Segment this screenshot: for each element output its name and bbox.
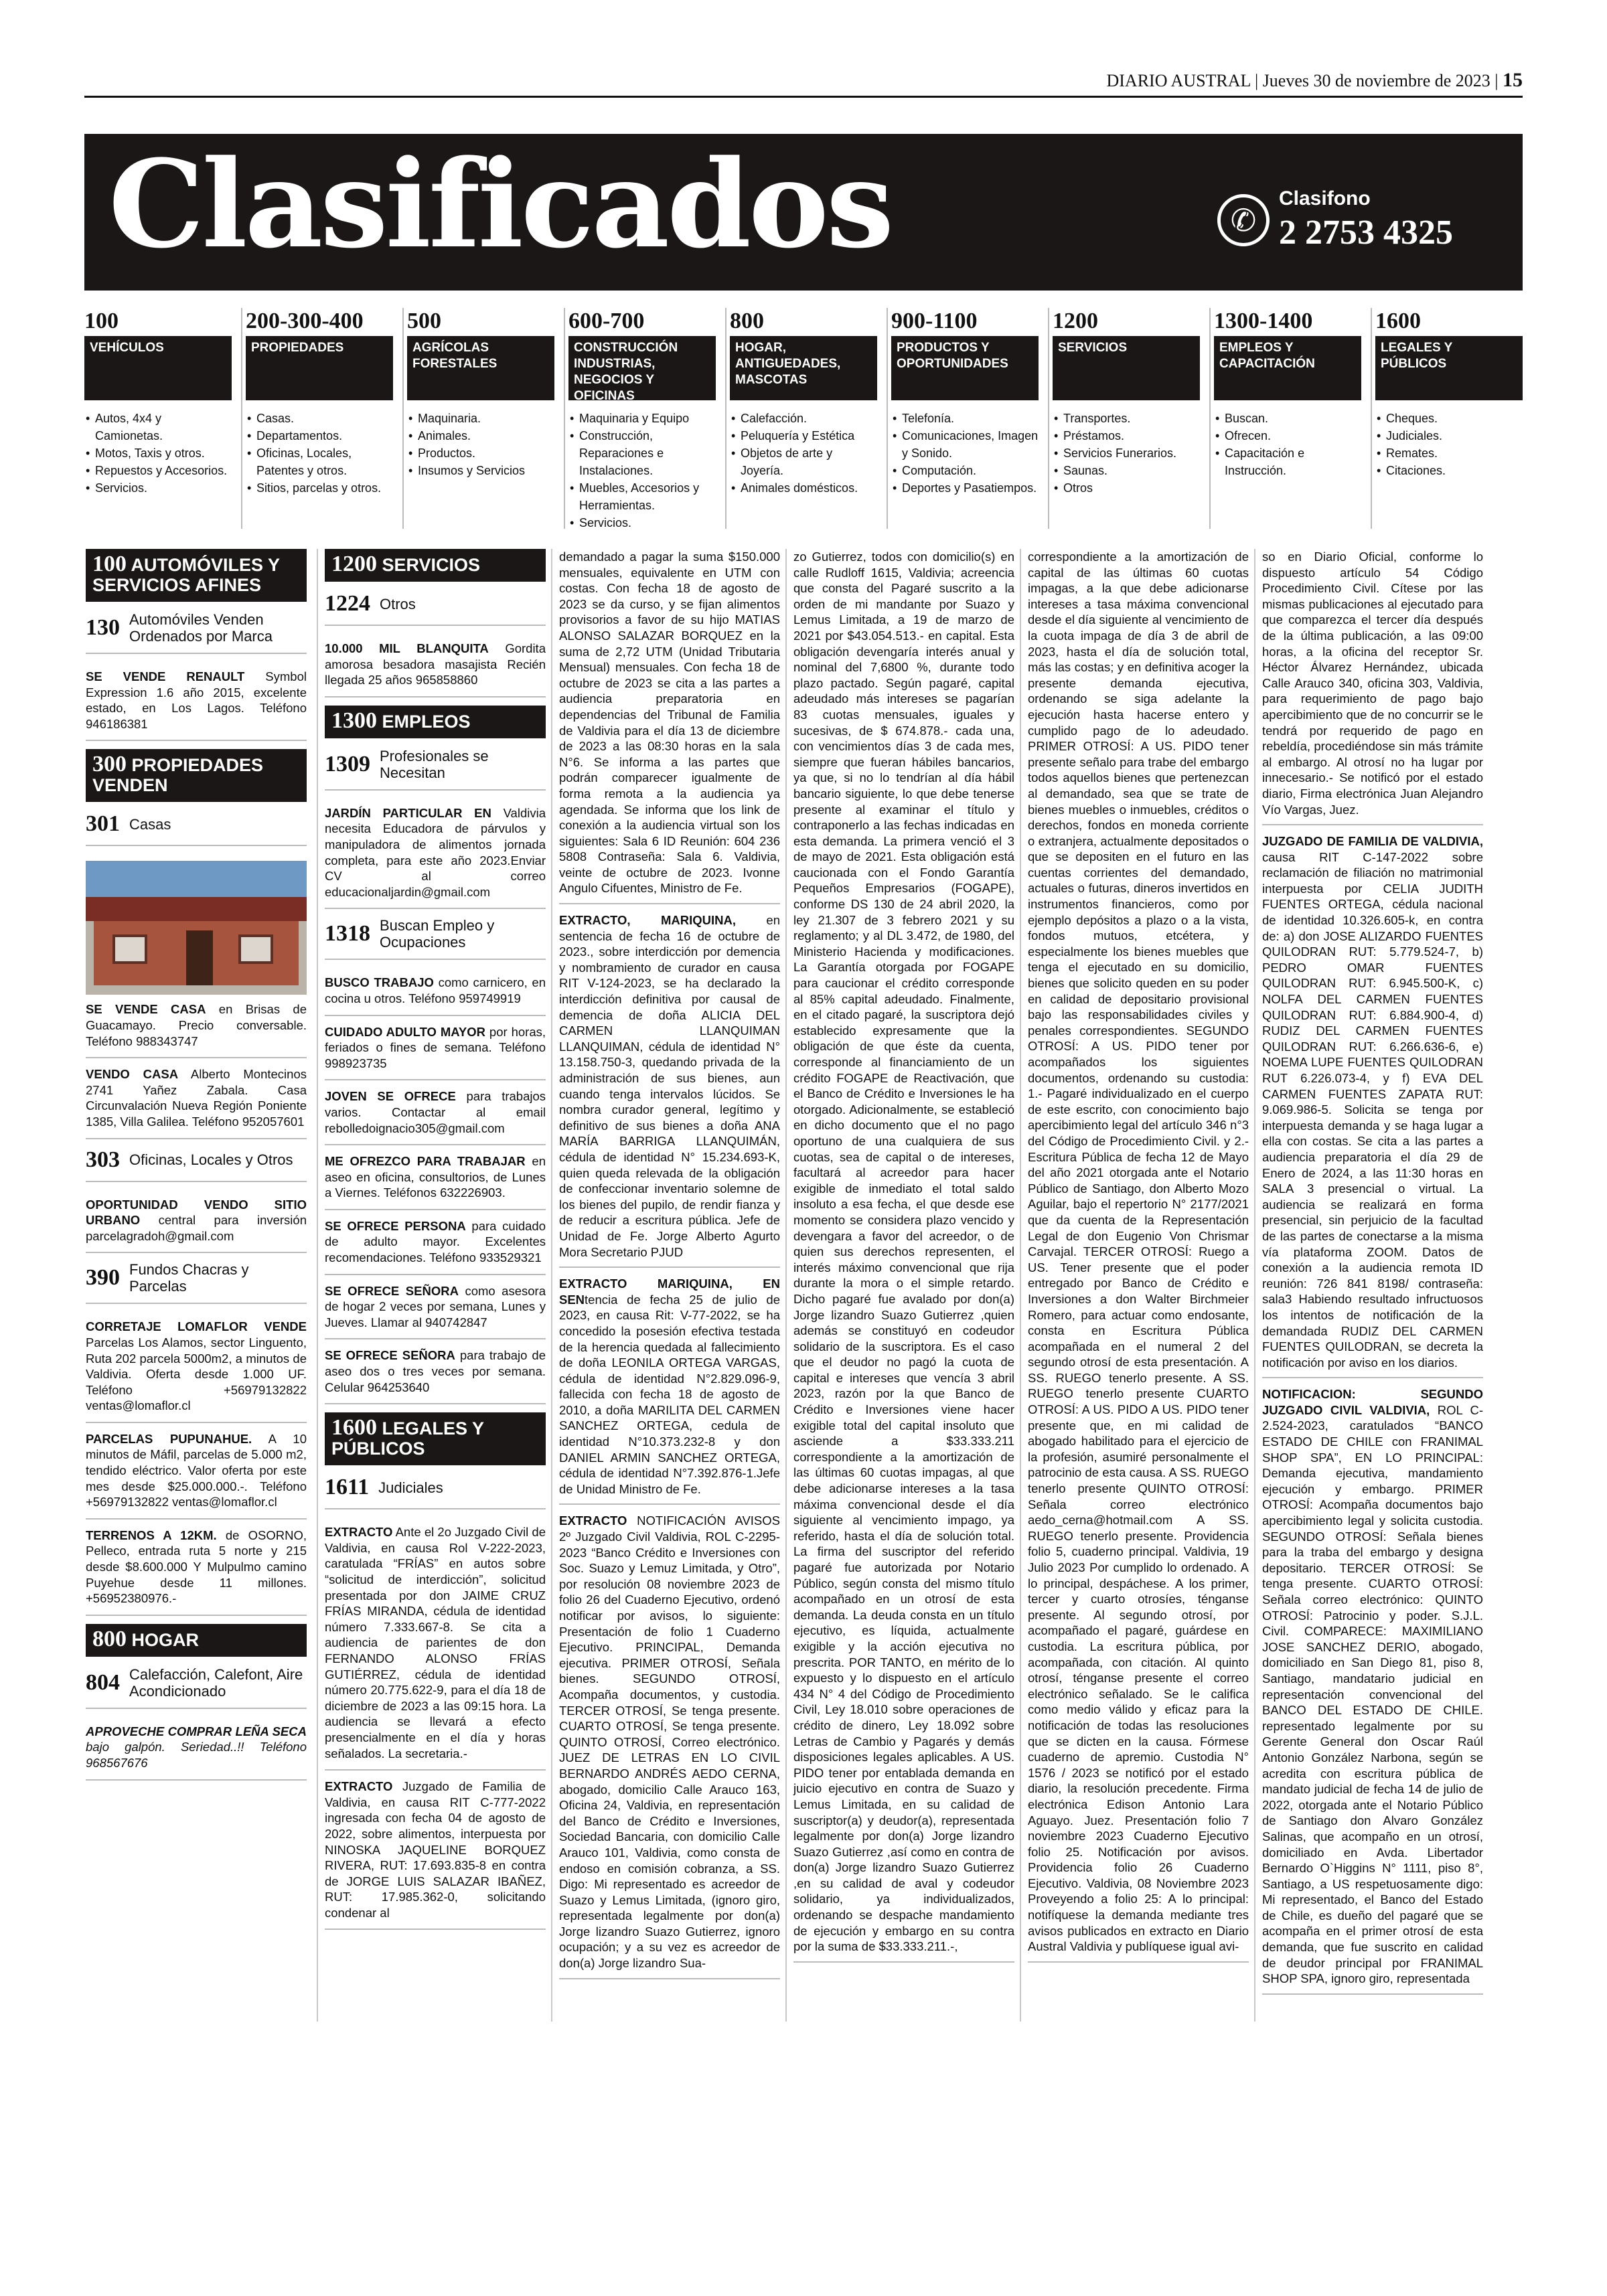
clasifono — [1230, 187, 1453, 252]
category-item: • Citaciones. — [1375, 462, 1523, 479]
category-propiedades — [246, 308, 393, 529]
subsection-code: 1611 — [325, 1475, 370, 1500]
classified-ad — [86, 1001, 307, 1058]
classified-ad — [325, 1024, 546, 1081]
subsection-code: 130 — [86, 615, 120, 640]
notice-text: NOTIFICACIÓN AVISOS 2º Juzgado Civil Valdivia, ROL C-2295-2023 “Banco Crédito e Inversiones con Soc. Suazo y Lemuz Limitada, y Otro”, por resolución 08 noviembre 2023 de folio 26 del Cuaderno Ejecutivo, ordenó notificar por avisos, lo siguiente: Presentación de folio 1 Cuaderno Ejecutivo. PRINCIPAL, Demanda ejecutiva. PRIMER OTROSÍ, Señala bienes. SEGUNDO OTROSÍ, Acompaña documentos, y custodia. TERCER OTROSÍ, Se tenga presente. CUARTO OTROSÍ, Se tenga presente. QUINTO OTROSÍ, Correo electrónico. JUEZ DE LETRAS EN LO CIVIL BERNARDO ANDRÉS AEDO CERNA, abogado, domicilio Calle Arauco 163, Oficina 24, Valdivia, en representación del Banco de Crédito e Inversiones, Sociedad Bancaria, con domicilio Calle Arauco 101, Valdivia, como consta de endoso en comisión cobranza, a SS. Digo: Mi representado es acreedor de Suazo y Lemus Limitada, (ignoro giro, representada legalmente por don(a) Jorge lizandro Suazo Gutierrez, ignoro ocupación; y a su vez es acreedor de don(a) Jorge lizandro Sua- — [559, 1513, 780, 1971]
category-construccion — [568, 308, 716, 529]
ad-text: Valdivia necesita Educadora de párvulos y manipuladora de alimentos jornada completa, para este año 2023.Enviar CV al correo educacionaljardin@gmail.com — [325, 805, 546, 899]
legal-notice: correspondiente a la amortización de capital de las últimas 60 cuotas impagas, a la que debe adicionarse intereses a tasa máxima convencional desde el día siguiente al vencimiento de la cuota impaga de día 3 de abril de 2023, hasta el día de solución total, más las costas; y en definitiva acoger la presente demanda ejecutiva, ordenando se siga adelante la ejecución hasta hacerse entero y cumplido pago de lo adeudado. PRIMER OTROSÍ: A US. PIDO tener presente señalo para trabe del embargo todos aquellos bienes que pertenezcan al demandado, sea que se trate de bienes muebles o inmuebles, créditos o derechos, fondos en moneda corriente o extranjera, actualmente depositados o que se depositen en el futuro en las cuentas corrientes del demandado, actuales o futuras, dineros invertidos en instrumentos financieros, como por ejemplo depósitos a plazo o a la vista, fondos mutuos, etcétera, y especialmente los bienes muebles que tenga el ejecutado en su domicilio, bienes que solicito queden en su poder en calidad de depositario provisional bajo las responsabilidades civiles y penales correspondientes. SEGUNDO OTROSÍ: A US. PIDO tener por acompañados los siguientes documentos, ordenando su custodia: 1.- Pagaré individualizado en el cuerpo de este escrito, con conocimiento bajo apercibimiento legal del artículo 346 n°3 del Código de Procedimiento Civil. y 2.- Escritura Pública de fecha 12 de Mayo del año 2021 otorgada ante el Notario Público de Santiago, don Alberto Mozo Aguilar, bajo el repertorio N° 2177/2021 que da cuenta de la Representación Legal de don Eugenio Von Chrismar Carvajal. TERCER OTROSÍ: Ruego a US. Tener presente que el poder entregado por Banco de Crédito e Inversiones a don Walter Birchmeier Romero, para actuar como endosante, consta en Escritura Pública acompañada en el numeral 2 del segundo otrosí de esta presentación. A SS. RUEGO tenerlo presente. A SS. RUEGO tenerlo presente CUARTO OTROSÍ: A US. PIDO A US. PIDO tener presente que, en mi calidad de abogado habilitado para el ejercicio de la profesión, asumiré personalmente el patrocinio de esta causa. A SS. RUEGO tenerlo presente QUINTO OTROSÍ: Señala correo electrónico aedo_cerna@hotmail.com A SS. RUEGO tenerlo presente. Providencia folio 5, cuaderno principal. Valdivia, 19 Julio 2023 Por cumplido lo ordenado. A lo principal, despáchese. A los primer, tercer y cuarto otrosíes, ténganse presente. Al segundo otrosí, por acompañado el pagaré, guárdese en custodia. La escritura pública, por acompañada, con citación. Al quinto otrosí, ténganse presente el correo electrónico señalado. Se le califica como medio válido y eficaz para la notificación de todas las resoluciones que se dicten en la causa. Fórmese cuaderno de apremio. Custodia N° 1576 / 2023 se notificó por el estado diario, la resolución precedente. Firma electrónica Edison Antonio Lara Aguayo. Juez. Presentación folio 7 noviembre 2023 Cuaderno Ejecutivo folio 25. Notificación por avisos. Providencia folio 26 Cuaderno Ejecutivo. Valdivia, 08 Noviembre 2023 Proveyendo a folio 25: A lo principal: notifíquese la demanda mediante tres avisos publicados en extracto en Diario Austral Valdivia y publíquese igual avi- — [1028, 549, 1249, 1963]
ad-lead: OPORTUNIDAD VENDO SITIO URBANO — [86, 1197, 307, 1228]
category-vehiculos — [84, 308, 232, 529]
ad-lead: SE OFRECE SEÑORA — [325, 1283, 459, 1298]
ad-text: Juzgado de Familia de Valdivia, en causa RIT C-777-2022 ingresada con fecha 04 de agosto de 2022, sobre alimentos, interpuesta por NINOSKA JAQUELINE BORQUEZ RIVERA, RUT: 17.693.835-8 en contra de JORGE LUIS SALAZAR IBAÑEZ, RUT: 17.985.362-0, solicitando condenar al — [325, 1779, 546, 1920]
category-code: 900-1100 — [891, 309, 978, 333]
ad-text: A 10 minutos de Máfil, parcelas de 5.000 m2, tendido eléctrico. Valor oferta por este mes desde $25.000.000.-. Teléfono +56979132822 ventas@lomaflor.cl — [86, 1431, 307, 1509]
notice-text: en sentencia de fecha 16 de octubre de 2023., sobre interdicción por demencia y nombramiento de curador en causa RIT V-124-2023, se ha declarado la interdicción definitiva por causal de demencia de doña ALICIA DEL CARMEN LLANQUIMAN LLANQUIMAN, cédula de identidad N° 13.158.750-3, quedando privada de la administración de sus bienes, aun cuando tenga intervalos lúcidos. Se nombra curador general, legítimo y definitivo de sus bienes a doña ANA MARÍA BARRIGA LLANQUIMÁN, cédula de identidad N° 15.234.693-K, quien queda relevada de la obligación de confeccionar inventario solemne de los bienes del pupilo, de rendir fianza y de reducir a escritura pública. Jefe de Unidad de Fe. Jorge Alberto Agurto Mora Secretario PJUD — [559, 913, 780, 1259]
classified-ad — [86, 669, 307, 741]
category-item: • Motos, Taxis y otros. — [84, 444, 232, 462]
legal-notice — [559, 1276, 780, 1505]
header-meta: DIARIO AUSTRAL | Jueves 30 de noviembre de 2023 | 15 — [1106, 69, 1523, 91]
category-item: • Capacitación e Instrucción. — [1214, 444, 1361, 479]
legal-notice — [1262, 1386, 1483, 1995]
legal-notice — [559, 1513, 780, 1979]
ad-lead: CUIDADO ADULTO MAYOR — [325, 1024, 486, 1039]
ad-lead: CORRETAJE LOMAFLOR VENDE — [86, 1319, 307, 1334]
notice-lead: EXTRACTO — [559, 1513, 627, 1528]
legal-notice: demandado a pagar la suma $150.000 mensuales, equivalente en UTM con costas. Con fecha 18 de agosto de 2023 se da curso, y se fijan alimentos provisorios a favor de su hijo MATIAS ALONSO SALAZAR BORQUEZ en la suma de 2,72 UTM (Unidad Tributaria Mensual) mensuales. Con fecha 18 de octubre de 2023 se cita a las partes a audiencia preparatoria en dependencias del Tribunal de Familia de Valdivia para el día 13 de diciembre de 2023 a las 08:30 horas en la sala N°6. Se informa a las partes que podrán comparecer igualmente de forma remota a la audiencia ya agendada. Se informa que los link de conexión a la audiencia virtual son los siguientes: Sala 6 ID Reunión: 604 236 5808 Contraseña: Sala 6. Valdivia, veinte de octubre de 2023. Ivonne Angulo Cifuentes, Ministro de Fe. — [559, 549, 780, 904]
classified-ad — [86, 1066, 307, 1139]
section-title: PROPIEDADES VENDEN — [92, 755, 264, 796]
category-item: • Casas. — [246, 410, 393, 427]
classified-ad — [325, 1347, 546, 1404]
classified-ad — [325, 641, 546, 698]
column-rule — [317, 549, 318, 2022]
ad-lead: ME OFREZCO PARA TRABAJAR — [325, 1154, 526, 1169]
divider — [725, 308, 726, 529]
category-item: • Telefonía. — [891, 410, 1039, 427]
divider — [1209, 308, 1211, 529]
legal-notice: zo Gutierrez, todos con domicilio(s) en calle Rudloff 1615, Valdivia; acreencia que consta del Pagaré suscrito a la orden de mi mandante por Suazo y Lemus Limitada, a 19 de marzo de 2021 por $43.054.513.- en capital. Esta obligación devengaría interés anual y nominal del 7,6800 %, durante todo plazo pactado. Según pagaré, capital adeudado más intereses se pagarían 83 cuotas mensuales, iguales y sucesivas, de $ 674.878.- cada una, con vencimientos días 3 de cada mes, siempre que fueran hábiles bancarios, ya que, si no lo tendrían al día hábil bancario siguiente, lo que debe tenerse presente al examinar el título y contraponerlo a las fechas indicadas en esta demanda. La primera venció el 3 de mayo de 2021. Esta obligación está caucionada con el Fondo Garantía Pequeños Empresarios (FOGAPE), conforme DS 130 de 24 abril 2020, la ley 21.307 de 3 febrero 2021 y su reglamento; y al DL 3.472, de 1980, del Ministerio Hacienda y modificaciones. La Garantía otorgada por FOGAPE para caucionar el crédito corresponde al 85% capital adeudado. Finalmente, en el citado pagaré, la suscriptora dejó establecido expresamente que la obligación de que éste da cuenta, corresponde al financiamiento de un crédito FOGAPE de Reactivación, que el Banco de Crédito e Inversiones le ha otorgado. Adicionalmente, se estableció en dicho documento que el no pago oportuno de una cualquiera de sus cuotas, sea de capital o de intereses, facultará al acreedor para hacer exigible de inmediato el total saldo insoluto a esa fecha, el que desde ese momento se considera plazo vencido y devengara a favor del acreedor, o de quien sus derechos representen, el interés máximo convencional que rija durante la mora o el simple retardo. Dicho pagaré fue avalado por don(a) Jorge lizandro Suazo Gutierrez ,quien además se constituyó en codeudor solidario de la suscriptora. Es el caso que el deudor no pagó la cuota de capital e intereses que vencía 3 abril 2023, razón por la que Banco de Crédito e Inversiones viene hacer exigible total del capital insoluto que asciende a $33.333.211 correspondiente a la amortización de las últimas 60 cuotas impagas, al que debe adicionarse intereses a la tasa máxima convencional desde el día siguiente al vencimiento impago, ya referido, hasta el día de solución total. La firma del suscriptor del referido pagaré fue autorizada por Notario Público, según consta del mismo título acompañado en un otrosí de esta demanda. La deuda consta en un título ejecutivo, es líquida, actualmente exigible y la acción ejecutiva no prescrita. POR TANTO, en mérito de lo expuesto y lo dispuesto en el artículo 434 N° 4 del Código de Procedimiento Civil, Ley 18.010 sobre operaciones de crédito de dinero, Ley 18.092 sobre Letras de Cambio y Pagarés y demás disposiciones legales aplicables. A US. PIDO tener por entablada demanda en juicio ejecutivo en contra de Suazo y Lemus Limitada, en su calidad de suscriptor(a) y deudor(a), representada legalmente por don(a) Jorge lizandro Suazo Gutierrez ,así como en contra de don(a) Jorge lizandro Suazo Gutierrez ,en su calidad de aval y codeudor solidario, ya individualizados, ordenando se despache mandamiento de ejecución y embargo en su contra por la suma de $33.333.211.-, — [793, 549, 1014, 1963]
window — [112, 934, 147, 964]
subsection-header — [86, 1261, 307, 1304]
subsection-header — [325, 1475, 546, 1509]
subsection-code: 301 — [86, 811, 120, 837]
divider — [402, 308, 404, 529]
ad-lead: SE VENDE RENAULT — [86, 669, 245, 683]
ad-lead: APROVECHE COMPRAR LEÑA SECA — [86, 1724, 307, 1738]
category-code: 500 — [407, 309, 441, 333]
legal-notice — [559, 912, 780, 1268]
category-code: 600-700 — [568, 309, 645, 333]
ad-text: central para inversión parcelagradoh@gmail.com — [86, 1213, 307, 1243]
category-servicios — [1053, 308, 1200, 529]
category-item: • Otros — [1053, 479, 1200, 497]
legal-notice — [325, 1524, 546, 1771]
notice-text: tencia de fecha 25 de julio de 2023, en causa Rit: V-77-2022, se ha concedido la posesión efectiva testada de la herencia quedada al fallecimiento de doña LEONILA ORTEGA VARGAS, cédula de identidad N°2.829.096-9, fallecida con fecha 18 de agosto de 2010, a doña MARILITA DEL CARMEN SANCHEZ ORTEGA, cedula de identidad N°10.373.232-8 y don DANIEL ARMIN SANCHEZ ORTEGA, cédula de identidad N°7.392.876-1.Jefe de Unidad Ministro de Fe. — [559, 1292, 780, 1496]
category-legales — [1375, 308, 1523, 529]
subsection-code: 303 — [86, 1147, 120, 1172]
paper-name: DIARIO AUSTRAL — [1106, 71, 1251, 90]
section-header — [325, 549, 546, 582]
subsection-code: 804 — [86, 1669, 120, 1695]
subsection-title: Fundos Chacras y Parcelas — [129, 1261, 249, 1295]
category-name: PROPIEDADES — [246, 336, 393, 400]
category-agricolas — [407, 308, 554, 529]
category-name: VEHÍCULOS — [84, 336, 232, 400]
section-code: 1600 — [331, 1415, 377, 1441]
subsection-code: 1224 — [325, 591, 370, 616]
section-header — [325, 706, 546, 738]
classified-ad — [86, 1431, 307, 1520]
section-title: AUTOMÓVILES Y SERVICIOS AFINES — [92, 555, 280, 595]
category-hogar — [730, 308, 877, 529]
section-title: SERVICIOS — [382, 555, 481, 575]
subsection-title: Oficinas, Locales y Otros — [129, 1151, 293, 1169]
ad-text: para trabajo de aseo dos o tres veces por semana. Celular 964253640 — [325, 1348, 546, 1394]
phone-icon: ✆ — [1217, 194, 1270, 246]
ad-lead: JOVEN SE OFRECE — [325, 1089, 456, 1104]
category-item: • Oficinas, Locales, Patentes y otros. — [246, 444, 393, 479]
column-rule — [1254, 549, 1255, 2022]
classified-ad — [86, 1528, 307, 1616]
ad-lead: 10.000 MIL BLANQUITA — [325, 641, 489, 655]
category-code: 800 — [730, 309, 764, 333]
ad-text: en Brisas de Guacamayo. Precio conversable. Teléfono 988343747 — [86, 1002, 307, 1048]
category-item: • Remates. — [1375, 444, 1523, 462]
category-item: • Calefacción. — [730, 410, 877, 427]
classified-ad — [325, 805, 546, 910]
subsection-header — [325, 917, 546, 960]
ad-text: Parcelas Los Alamos, sector Linguento, Ruta 202 parcela 5000m2, a minutos de Valdivia. Oferta desde 1.000 UF. Teléfono +56979132822 ventas@lomaflor.cl — [86, 1335, 307, 1413]
ad-text: Alberto Montecinos 2741 Yañez Zabala. Casa Circunvalación Nueva Región Poniente 1385, Villa Galilea. Teléfono 952057601 — [86, 1067, 307, 1129]
section-code: 1300 — [331, 708, 377, 733]
subsection-header — [86, 611, 307, 654]
category-productos — [891, 308, 1039, 529]
subsection-header — [86, 1147, 307, 1182]
category-item: • Servicios. — [84, 479, 232, 497]
ad-text: Gordita amorosa besadora masajista Recién llegada 25 años 965858860 — [325, 641, 546, 687]
ad-lead: JARDÍN PARTICULAR EN — [325, 805, 491, 820]
category-item: • Sitios, parcelas y otros. — [246, 479, 393, 497]
section-title: HOGAR — [131, 1629, 200, 1650]
ad-lead: TERRENOS A 12KM. — [86, 1528, 217, 1542]
category-item: • Judiciales. — [1375, 427, 1523, 444]
category-item: • Maquinaria. — [407, 410, 554, 427]
category-empleos — [1214, 308, 1361, 529]
category-item: • Muebles, Accesorios y Herramientas. — [568, 479, 716, 514]
section-header — [86, 1624, 307, 1657]
subsection-header — [86, 1666, 307, 1709]
masthead — [84, 134, 1523, 291]
clasifono-number: 2 2753 4325 — [1279, 214, 1453, 252]
subsection-title: Otros — [380, 595, 416, 612]
classified-ad — [86, 1724, 307, 1781]
category-item: • Departamentos. — [246, 427, 393, 444]
notice-lead: JUZGADO DE FAMILIA DE VALDIVIA, — [1262, 834, 1483, 849]
category-item: • Repuestos y Accesorios. — [84, 462, 232, 479]
ad-text: como carnicero, en cocina u otros. Teléfono 959749919 — [325, 975, 546, 1005]
ad-text: por horas, feriados o fines de semana. Teléfono 998923735 — [325, 1024, 546, 1070]
column-rule — [1020, 549, 1021, 2022]
category-item: • Buscan. — [1214, 410, 1361, 427]
subsection-code: 1309 — [325, 751, 370, 776]
ad-lead: SE OFRECE SEÑORA — [325, 1348, 455, 1363]
section-code: 300 — [92, 752, 127, 777]
notice-lead: NOTIFICACION: SEGUNDO JUZGADO CIVIL VALDIVIA, — [1262, 1387, 1483, 1417]
classified-ad — [325, 1088, 546, 1145]
subsection-code: 390 — [86, 1265, 120, 1291]
divider — [1048, 308, 1049, 529]
category-code: 100 — [84, 309, 119, 333]
category-item: • Cheques. — [1375, 410, 1523, 427]
section-code: 1200 — [331, 552, 377, 576]
ad-text: en aseo en oficina, consultorios, de Lunes a Viernes. Teléfonos 632226903. — [325, 1154, 546, 1200]
category-item: • Maquinaria y Equipo — [568, 410, 716, 427]
legal-notice — [1262, 833, 1483, 1378]
section-code: 800 — [92, 1626, 127, 1651]
category-item: • Deportes y Pasatiempos. — [891, 479, 1039, 497]
notice-lead: EXTRACTO MARIQUINA, EN SEN — [559, 1277, 780, 1307]
notice-lead: EXTRACTO, MARIQUINA, — [559, 913, 736, 928]
subsection-title: Profesionales se Necesitan — [380, 747, 489, 781]
legal-notice — [325, 1779, 546, 1930]
subsection-title: Calefacción, Calefont, Aire Acondicionado — [129, 1665, 303, 1700]
column-2 — [325, 549, 546, 1938]
divider — [241, 308, 242, 529]
ad-lead: BUSCO TRABAJO — [325, 975, 434, 990]
subsection-title: Judiciales — [378, 1479, 443, 1496]
category-name: CONSTRUCCIÓN INDUSTRIAS, NEGOCIOS Y OFICINAS — [568, 336, 716, 400]
category-item: • Comunicaciones, Imagen y Sonido. — [891, 427, 1039, 462]
column-rule — [785, 549, 787, 2022]
category-item: • Préstamos. — [1053, 427, 1200, 444]
category-name: PRODUCTOS Y OPORTUNIDADES — [891, 336, 1039, 400]
subsection-title: Casas — [129, 815, 171, 833]
divider — [564, 308, 565, 529]
section-code: 100 — [92, 552, 127, 576]
ad-text: para trabajos varios. Contactar al email rebolledoignacio305@gmail.com — [325, 1089, 546, 1135]
ad-lead: EXTRACTO — [325, 1779, 393, 1794]
category-item: • Insumos y Servicios — [407, 462, 554, 479]
classified-ad — [325, 1153, 546, 1210]
section-title: EMPLEOS — [382, 711, 471, 732]
ad-text: de OSORNO, Pelleco, entrada ruta 5 norte y 215 desde $8.600.000 Y Mulpulmo camino Puyehue desde 11 millones. +56952380976.- — [86, 1528, 307, 1606]
category-name: SERVICIOS — [1053, 336, 1200, 400]
category-item: • Peluquería y Estética — [730, 427, 877, 444]
category-item: • Ofrecen. — [1214, 427, 1361, 444]
ad-lead: EXTRACTO — [325, 1525, 393, 1540]
classified-ad — [86, 1197, 307, 1254]
subsection-header — [86, 811, 307, 846]
category-code: 200-300-400 — [246, 309, 364, 333]
column-rule — [551, 549, 552, 2022]
subsection-header — [325, 748, 546, 791]
divider — [1371, 308, 1372, 529]
header-date: Jueves 30 de noviembre de 2023 — [1262, 71, 1490, 90]
category-item: • Productos. — [407, 444, 554, 462]
category-code: 1600 — [1375, 309, 1421, 333]
category-name: HOGAR, ANTIGUEDADES, MASCOTAS — [730, 336, 877, 400]
category-name: EMPLEOS Y CAPACITACIÓN — [1214, 336, 1361, 400]
house-photo — [86, 861, 307, 995]
category-item: • Autos, 4x4 y Camionetas. — [84, 410, 232, 444]
notice-text: causa RIT C-147-2022 sobre reclamación de filiación no matrimonial interpuesta por CELIA JUDITH FUENTES ORTEGA, cédula nacional de identidad 10.326.605-k, en contra de: a) don JOSE ALIZARDO FUENTES QUILODRAN RUT: 5.779.524-7, b) PEDRO OMAR FUENTES QUILODRAN RUT: 6.945.500-K, c) NOLFA DEL CARMEN FUENTES QUILODRAN RUT: 6.884.900-4, d) RUDIZ DEL CARMEN FUENTES QUILODRAN RUT: 6.266.636-6, e) NOEMA LUPE FUENTES QUILODRAN RUT 6.226.073-4, y f) EVA DEL CARMEN FUENTES ZAPATA RUT: 9.069.986-5. Solicita se tenga por interpuesta demanda y se haga lugar a ella con costas. Se cita a las partes a audiencia preparatoria el día 29 de Enero de 2024, a las 11:30 horas en SALA 3 presencial o virtual. La audiencia se realizará en forma presencial, sin perjuicio de la facultad de las partes de conectarse a la misma vía plataforma ZOOM. Datos de conexión a la audiencia remota ID reunión: 726 841 8198/ contraseña: sala3 Habiendo resultado infructuosos los intentos de notificación de la demandada RUDIZ DEL CARMEN FUENTES QUILODRAN, se decreta la notificación por aviso en los diarios. — [1262, 849, 1483, 1370]
ad-text: para cuidado de adulto mayor. Excelentes recomendaciones. Teléfono 933529321 — [325, 1218, 546, 1265]
column-6 — [1262, 549, 1483, 2003]
category-item: • Servicios. — [568, 514, 716, 531]
clasifono-label: Clasifono — [1279, 187, 1371, 210]
category-item: • Animales. — [407, 427, 554, 444]
ad-text: Ante el 2o Juzgado Civil de Valdivia, en causa Rol V-222-2023, caratulada “FRÍAS” en autos sobre “solicitud de interdicción”, solicitud presentada por don JAIME CRUZ FRÍAS MIRANDA, cédula de identidad número 7.333.667-8. Se cita a audiencia de parientes de don FERNANDO ALONSO FRÍAS GUTIÉRREZ, cédula de identidad número 20.775.622-9, para el día 18 de diciembre de 2023 a las 09:15 hora. La audiencia se llevará a efecto presencialmente en el día y horas señalados. La secretaria.- — [325, 1525, 546, 1760]
category-item: • Computación. — [891, 462, 1039, 479]
door — [186, 930, 213, 985]
page-number: 15 — [1503, 69, 1523, 91]
ad-text: como asesora de hogar 2 veces por semana, Lunes y Jueves. Llamar al 940742847 — [325, 1283, 546, 1329]
subsection-title: Automóviles Venden Ordenados por Marca — [129, 611, 273, 645]
category-item: • Construcción, Reparaciones e Instalaciones. — [568, 427, 716, 479]
subsection-title: Buscan Empleo y Ocupaciones — [380, 917, 495, 951]
category-code: 1200 — [1053, 309, 1098, 333]
column-5 — [1028, 549, 1249, 1971]
notice-text: ROL C- 2.524-2023, caratulados “BANCO ESTADO DE CHILE con FRANIMAL SHOP SPA”, EN LO PRINCIPAL: Demanda ejecutiva, mandamiento ejecución y embargo. PRIMER OTROSÍ: Acompaña documentos bajo apercibimiento legal y solicita custodia. SEGUNDO OTROSÍ: Señala bienes para la traba del embargo y designa depositario. TERCER OTROSÍ: Se tenga presente. CUARTO OTROSÍ: Señala correo electrónico: QUINTO OTROSÍ: Patrocinio y poder. S.J.L. Civil. COMPARECE: MAXIMILIANO JOSE SANCHEZ DERIO, abogado, domiciliado en San Diego 81, piso 8, Santiago, mandatario judicial en representación convencional del BANCO DEL ESTADO DE CHILE. representado legalmente por su Gerente General don Oscar Raúl Antonio González Narbona, según se acredita con escritura pública de mandato judicial de fecha 14 de julio de 2022, otorgada ante el Notario Público de Santiago don Alvaro González Salinas, que acompaño en un otrosí, domiciliado en Avda. Libertador Bernardo O`Higgins N° 1111, piso 8°, Santiago, a US respetuosamente digo: Mi representado, el Banco del Estado de Chile, es dueño del pagaré que se acompaña en el primer otrosí de esta demanda, que fue suscrito en calidad de deudor principal por FRANIMAL SHOP SPA, ignoro giro, representada — [1262, 1402, 1483, 1986]
category-item: • Saunas. — [1053, 462, 1200, 479]
subsection-code: 1318 — [325, 921, 370, 947]
category-item: • Servicios Funerarios. — [1053, 444, 1200, 462]
column-4 — [793, 549, 1014, 1971]
section-header — [86, 549, 307, 602]
page-header — [84, 67, 1523, 98]
classified-ad — [86, 1319, 307, 1423]
roof — [86, 897, 307, 921]
section-title: LEGALES Y PÚBLICOS — [331, 1418, 484, 1459]
column-1 — [86, 549, 307, 1789]
category-index — [84, 308, 1523, 529]
section-header — [86, 749, 307, 802]
category-item: • Transportes. — [1053, 410, 1200, 427]
ad-lead: VENDO CASA — [86, 1067, 179, 1082]
column-3 — [559, 549, 780, 1987]
ad-text: bajo galpón. Seriedad..!! Teléfono 968567676 — [86, 1740, 307, 1770]
ad-text: Symbol Expression 1.6 año 2015, excelente estado, en Los Lagos. Teléfono 946186381 — [86, 669, 307, 731]
category-name: AGRÍCOLAS FORESTALES — [407, 336, 554, 400]
divider — [887, 308, 888, 529]
classified-ad — [325, 1283, 546, 1340]
section-header — [325, 1412, 546, 1465]
category-code: 1300-1400 — [1214, 309, 1313, 333]
legal-notice: so en Diario Oficial, conforme lo dispuesto artículo 54 Código Procedimiento Civil. Cítese por las mismas publicaciones al ejecutado para que comparezca el tercer día después de la última publicación, a las 09:00 horas, a la oficina del receptor Sr. Héctor Álvarez Hernández, ubicada Calle Arauco 340, oficina 303, Valdivia, para requerimiento de pago bajo apercibimiento que de no concurrir se le tendrá por requerido de pago en rebeldía, procediéndose sin más trámite al embargo. Al otrosí no ha lugar por innecesario.- Se notificó por el estado diario, Firma electrónica Juan Alejandro Vío Vargas, Juez. — [1262, 549, 1483, 825]
subsection-header — [325, 591, 546, 626]
section-title: Clasificados — [108, 134, 892, 275]
category-name: LEGALES Y PÚBLICOS — [1375, 336, 1523, 400]
category-item: • Objetos de arte y Joyería. — [730, 444, 877, 479]
category-item: • Animales domésticos. — [730, 479, 877, 497]
window — [238, 934, 273, 964]
ad-lead: PARCELAS PUPUNAHUE. — [86, 1431, 252, 1446]
classified-ad — [325, 1218, 546, 1275]
classified-ad — [325, 975, 546, 1015]
ad-lead: SE VENDE CASA — [86, 1002, 206, 1017]
ad-lead: SE OFRECE PERSONA — [325, 1218, 466, 1233]
